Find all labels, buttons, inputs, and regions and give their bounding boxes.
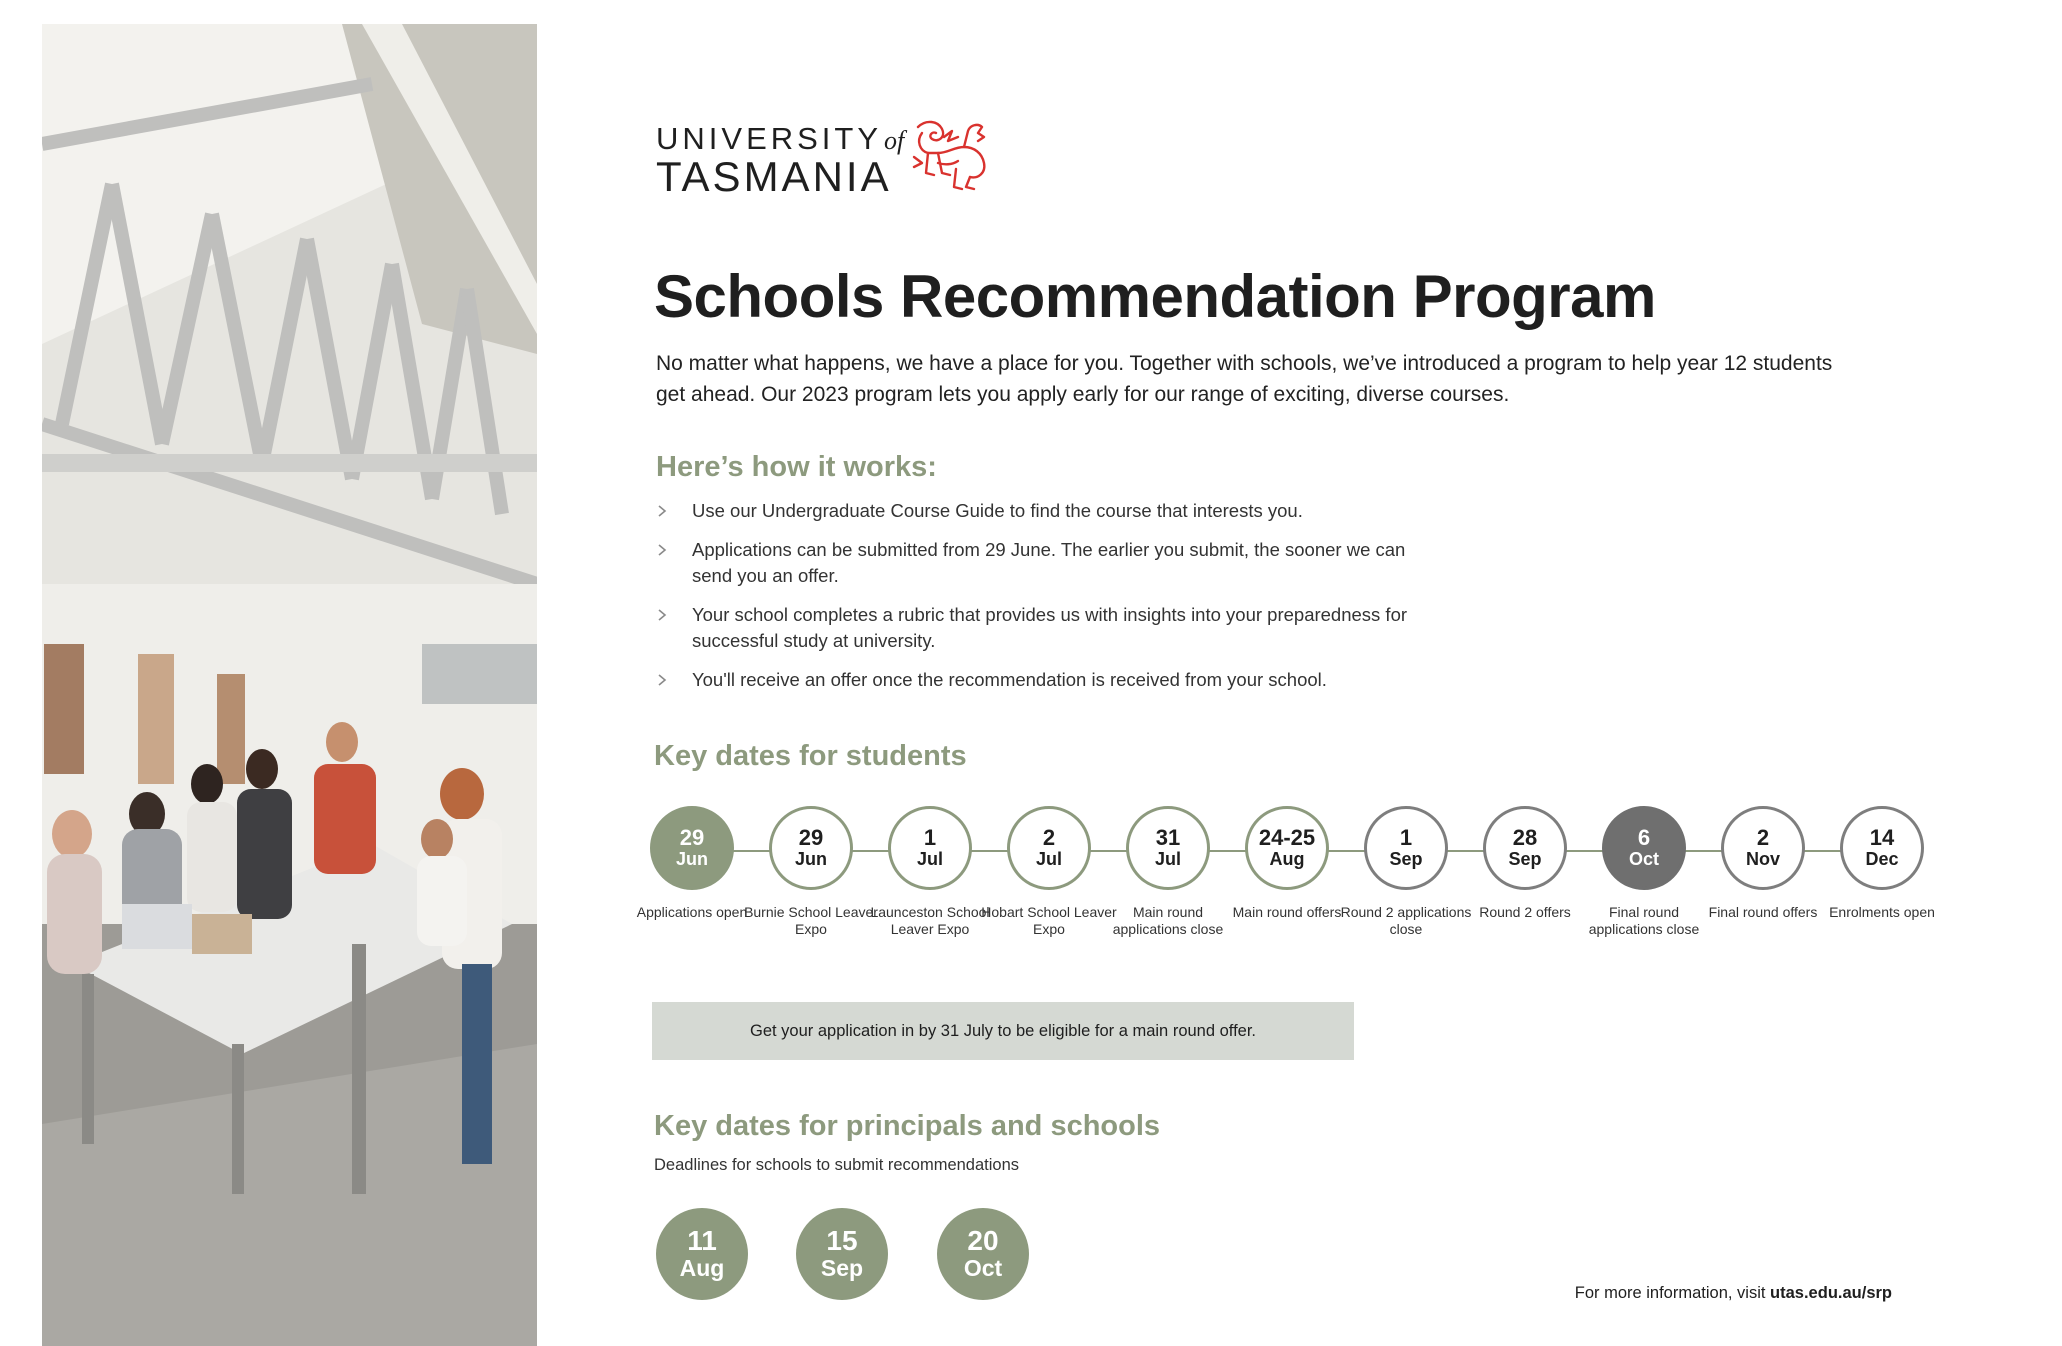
principals-dates-heading: Key dates for principals and schools bbox=[654, 1110, 1161, 1142]
date-day: 1 bbox=[923, 825, 937, 850]
date-circle bbox=[1126, 806, 1210, 890]
page-title: Schools Recommendation Program bbox=[654, 263, 1656, 330]
date-month: Aug bbox=[679, 1255, 725, 1281]
step-text: Your school completes a rubric that provides us with insights into your preparedness for successful study at university. bbox=[692, 604, 1408, 651]
date-month: Jun bbox=[675, 849, 708, 869]
date-day: 31 bbox=[1155, 825, 1181, 850]
date-month: Aug bbox=[1269, 849, 1305, 869]
chevron-right-icon bbox=[656, 608, 668, 622]
deadline-notice: Get your application in by 31 July to be eligible for a main round offer. bbox=[652, 1002, 1354, 1060]
students-dates-heading: Key dates for students bbox=[654, 740, 967, 772]
school-date-circle bbox=[937, 1208, 1029, 1300]
school-date-circle bbox=[796, 1208, 888, 1300]
timeline-date bbox=[1812, 806, 1952, 921]
student-timeline bbox=[636, 806, 1935, 976]
date-circle bbox=[1364, 806, 1448, 890]
date-label: Applications open bbox=[636, 904, 748, 920]
date-day: 29 bbox=[798, 825, 824, 850]
principals-subtitle: Deadlines for schools to submit recommendations bbox=[654, 1156, 1020, 1174]
intro-paragraph: No matter what happens, we have a place for you. Together with schools, we’ve introduced a program to help year 12 students get ahead. Our 2023 program lets you apply early for our range of exciting, diverse courses. bbox=[656, 352, 1833, 406]
date-label: Final round applications close bbox=[1588, 904, 1700, 937]
hero-photo bbox=[42, 24, 537, 1346]
date-label: Enrolments open bbox=[1829, 904, 1935, 920]
date-day: 14 bbox=[1869, 825, 1895, 850]
date-month: Jun bbox=[794, 849, 827, 869]
date-label: Main round offers bbox=[1232, 904, 1342, 920]
date-day: 6 bbox=[1637, 825, 1651, 850]
date-month: Sep bbox=[820, 1255, 864, 1281]
more-info bbox=[1575, 1284, 1892, 1303]
date-circle bbox=[1245, 806, 1329, 890]
date-day: 28 bbox=[1512, 825, 1538, 850]
date-month: Sep bbox=[1508, 849, 1542, 869]
chevron-right-icon bbox=[656, 504, 668, 518]
date-circle bbox=[650, 806, 734, 890]
date-circle bbox=[769, 806, 853, 890]
step-text: Applications can be submitted from 29 June. The earlier you submit, the sooner we can send you an offer. bbox=[692, 539, 1406, 586]
date-month: Sep bbox=[1389, 849, 1423, 869]
date-label: Launceston School Leaver Expo bbox=[870, 904, 990, 937]
date-day: 11 bbox=[687, 1225, 717, 1256]
date-circle bbox=[1721, 806, 1805, 890]
chevron-right-icon bbox=[656, 673, 668, 687]
date-label: Round 2 applications close bbox=[1340, 904, 1472, 937]
logo-line2: TASMANIA bbox=[656, 153, 892, 200]
list-item bbox=[656, 667, 1446, 693]
date-month: Oct bbox=[963, 1255, 1003, 1281]
date-month: Dec bbox=[1865, 849, 1899, 869]
lion-icon bbox=[908, 117, 992, 193]
list-item bbox=[656, 602, 1446, 654]
date-circle bbox=[1840, 806, 1924, 890]
date-month: Jul bbox=[916, 849, 943, 869]
date-circle bbox=[888, 806, 972, 890]
logo-line1: UNIVERSITYof bbox=[656, 121, 905, 156]
chevron-right-icon bbox=[656, 543, 668, 557]
date-day: 1 bbox=[1399, 825, 1413, 850]
date-month: Jul bbox=[1035, 849, 1062, 869]
list-item bbox=[656, 537, 1446, 589]
date-month: Oct bbox=[1628, 849, 1659, 869]
date-day: 20 bbox=[967, 1225, 999, 1256]
more-info-link[interactable]: utas.edu.au/srp bbox=[1770, 1284, 1892, 1302]
date-circle bbox=[1602, 806, 1686, 890]
step-text: Use our Undergraduate Course Guide to find the course that interests you. bbox=[692, 500, 1303, 521]
date-day: 2 bbox=[1042, 825, 1056, 850]
school-date-circle bbox=[656, 1208, 748, 1300]
date-month: Nov bbox=[1745, 849, 1780, 869]
date-label: Hobart School Leaver Expo bbox=[981, 904, 1117, 937]
date-day: 2 bbox=[1756, 825, 1770, 850]
date-day: 29 bbox=[679, 825, 705, 850]
list-item bbox=[656, 498, 1446, 524]
step-text: You'll receive an offer once the recommendation is received from your school. bbox=[692, 669, 1327, 690]
more-info-text: For more information, visit bbox=[1574, 1284, 1766, 1302]
date-month: Jul bbox=[1154, 849, 1181, 869]
date-circle bbox=[1007, 806, 1091, 890]
date-label: Main round applications close bbox=[1112, 904, 1224, 937]
steps-list bbox=[656, 498, 1446, 706]
university-logo bbox=[656, 117, 996, 200]
date-circle bbox=[1483, 806, 1567, 890]
date-label: Round 2 offers bbox=[1479, 904, 1571, 920]
date-label: Burnie School Leaver Expo bbox=[744, 904, 878, 937]
date-day: 15 bbox=[826, 1225, 858, 1256]
how-it-works-heading: Here’s how it works: bbox=[656, 451, 937, 483]
date-day: 24-25 bbox=[1258, 825, 1316, 850]
date-label: Final round offers bbox=[1708, 904, 1818, 920]
